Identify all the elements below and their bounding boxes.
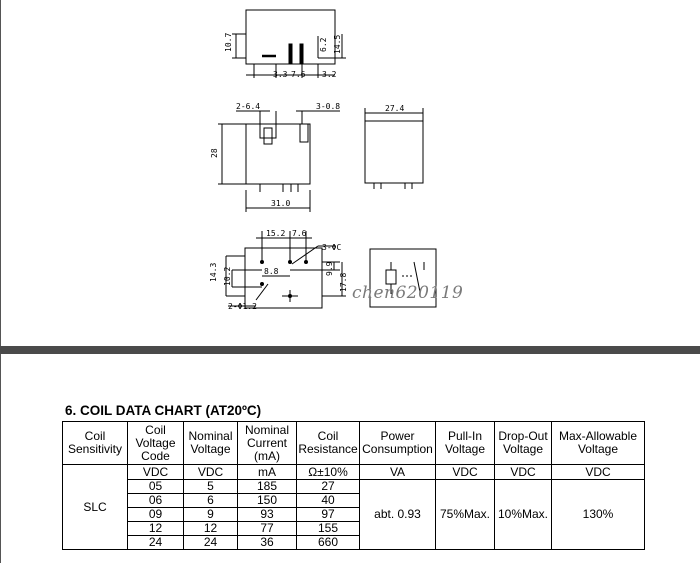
voltage-code-cell: 09 <box>128 508 184 522</box>
nominal-current-cell: 36 <box>238 536 297 550</box>
nominal-voltage-cell: 9 <box>184 508 238 522</box>
sensitivity-cell: SLC <box>63 465 128 550</box>
dim-label: 3-0.8 <box>316 102 341 111</box>
header-coil-sensitivity: Coil Sensitivity <box>63 422 128 465</box>
unit-cell: VDC <box>495 465 552 480</box>
header-max-allowable-voltage: Max-Allowable Voltage <box>552 422 645 465</box>
header-nominal-voltage: Nominal Voltage <box>184 422 238 465</box>
pull-in-cell: 75%Max. <box>436 480 495 550</box>
unit-cell: Ω±10% <box>297 465 360 480</box>
dim-label: 10.2 <box>223 266 232 286</box>
dim-label: 31.0 <box>271 199 291 208</box>
nominal-voltage-cell: 24 <box>184 536 238 550</box>
power-consumption-cell: abt. 0.93 <box>360 480 436 550</box>
header-pull-in-voltage: Pull-In Voltage <box>436 422 495 465</box>
dim-label: 8.8 <box>264 267 279 276</box>
dim-label: 7.6 <box>292 229 307 238</box>
header-nominal-current: Nominal Current (mA) <box>238 422 297 465</box>
dim-label: 6.2 <box>319 37 328 52</box>
dim-label: 2-6.4 <box>236 102 261 111</box>
section-title: 6. COIL DATA CHART (AT20ºC) <box>65 403 262 418</box>
section-divider <box>0 346 700 354</box>
dim-label: 3.2 <box>322 70 337 79</box>
max-allowable-cell: 130% <box>552 480 645 550</box>
coil-resistance-cell: 155 <box>297 522 360 536</box>
header-drop-out-voltage: Drop-Out Voltage <box>495 422 552 465</box>
nominal-current-cell: 185 <box>238 480 297 494</box>
nominal-voltage-cell: 12 <box>184 522 238 536</box>
voltage-code-cell: 12 <box>128 522 184 536</box>
coil-resistance-cell: 660 <box>297 536 360 550</box>
coil-resistance-cell: 40 <box>297 494 360 508</box>
nominal-current-cell: 150 <box>238 494 297 508</box>
table-row <box>63 480 645 494</box>
coil-data-table <box>62 421 645 550</box>
watermark: chen620119 <box>352 283 464 303</box>
header-power-consumption: Power Consumption <box>360 422 436 465</box>
dim-label: 27.4 <box>385 104 405 113</box>
dim-label: 17.8 <box>339 272 348 292</box>
dim-label: 15.2 <box>266 229 286 238</box>
nominal-current-cell: 77 <box>238 522 297 536</box>
dim-label: 14.5 <box>333 34 342 54</box>
voltage-code-cell: 05 <box>128 480 184 494</box>
top-view <box>232 10 346 78</box>
nominal-voltage-cell: 6 <box>184 494 238 508</box>
dim-label: 28 <box>210 148 219 158</box>
unit-cell: VA <box>360 465 436 480</box>
nominal-current-cell: 93 <box>238 508 297 522</box>
dim-label: 14.3 <box>209 262 218 282</box>
unit-cell: VDC <box>184 465 238 480</box>
voltage-code-cell: 06 <box>128 494 184 508</box>
front-view <box>218 111 340 212</box>
side-view <box>365 108 423 189</box>
dim-label: 3.3 <box>273 70 288 79</box>
voltage-code-cell: 24 <box>128 536 184 550</box>
coil-resistance-cell: 97 <box>297 508 360 522</box>
dim-label: 10.7 <box>224 32 233 52</box>
unit-cell: VDC <box>436 465 495 480</box>
dim-label: 3-ΦC <box>322 243 342 252</box>
dim-label: 7.6 <box>291 70 306 79</box>
unit-cell: mA <box>238 465 297 480</box>
unit-cell: VDC <box>128 465 184 480</box>
drop-out-cell: 10%Max. <box>495 480 552 550</box>
header-coil-resistance: Coil Resistance <box>297 422 360 465</box>
table-header-row <box>63 422 645 465</box>
unit-cell: VDC <box>552 465 645 480</box>
dim-label: 2-Φ1.2 <box>228 302 257 311</box>
coil-resistance-cell: 27 <box>297 480 360 494</box>
header-coil-voltage-code: Coil Voltage Code <box>128 422 184 465</box>
dim-label: 9.9 <box>325 261 334 276</box>
units-row <box>63 465 645 480</box>
nominal-voltage-cell: 5 <box>184 480 238 494</box>
